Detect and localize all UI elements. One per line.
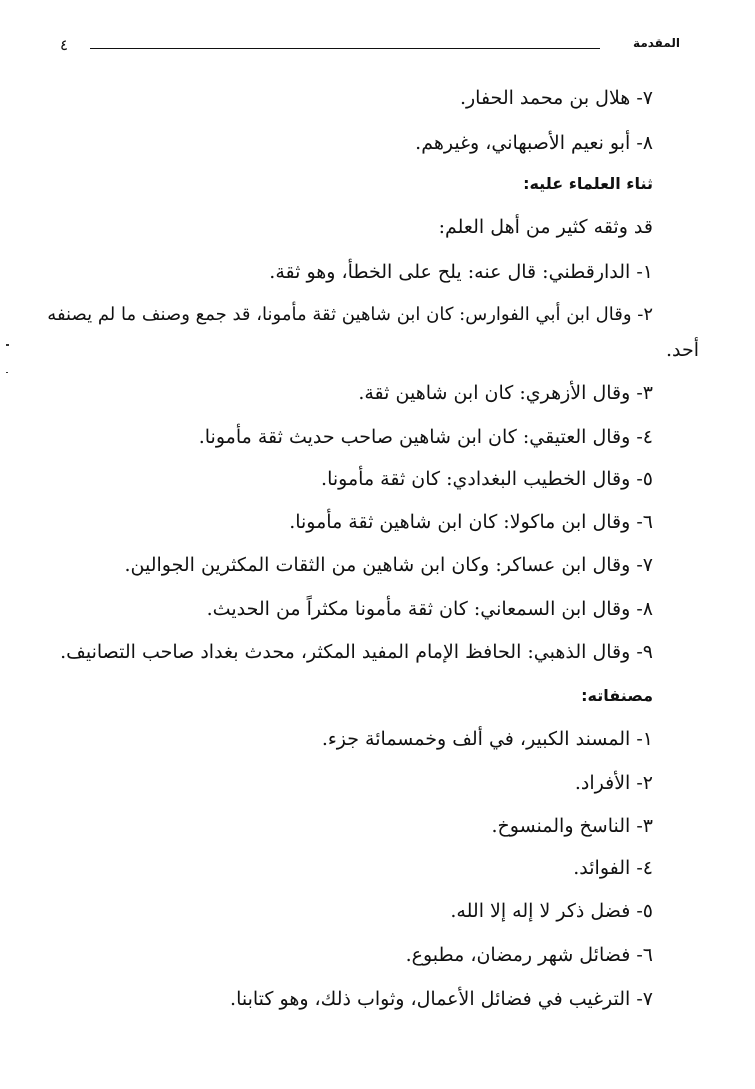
text-line: ٦- وقال ابن ماكولا: كان ابن شاهين ثقة مأمونا. [289,511,653,533]
text-line: ٨- أبو نعيم الأصبهاني، وغيرهم. [415,132,653,154]
scan-speck [6,372,8,373]
text-line: أحد. [665,339,699,361]
text-line: قد وثقه كثير من أهل العلم: [438,216,653,238]
text-line: ٩- وقال الذهبي: الحافظ الإمام المفيد المكثر، محدث بغداد صاحب التصانيف. [60,641,653,663]
text-line: ١- الدارقطني: قال عنه: يلح على الخطأ، وهو ثقة. [269,261,653,283]
text-line: ٦- فضائل شهر رمضان، مطبوع. [405,944,653,966]
section-heading: مصنفاته: [581,686,653,705]
running-header [60,34,680,58]
text-line: ٤- وقال العتيقي: كان ابن شاهين صاحب حديث ثقة مأمونا. [198,426,653,448]
text-line: ٢- وقال ابن أبي الفوارس: كان ابن شاهين ثقة مأمونا، قد جمع وصنف ما لم يصنفه [47,304,653,325]
text-line: ٢- الأفراد. [574,772,653,794]
page-number: ٤ [60,36,69,54]
text-line: ٥- وقال الخطيب البغدادي: كان ثقة مأمونا. [321,468,653,490]
text-line: ٥- فضل ذكر لا إله إلا الله. [450,900,653,922]
text-line: ٧- الترغيب في فضائل الأعمال، وثواب ذلك، وهو كتابنا. [230,988,653,1010]
text-line: ٣- وقال الأزهري: كان ابن شاهين ثقة. [358,382,653,404]
scan-speck [6,344,9,346]
text-line: ٤- الفوائد. [573,857,653,879]
text-line: ٣- الناسخ والمنسوخ. [491,815,653,837]
header-rule [90,48,600,49]
text-line: ٧- هلال بن محمد الحفار. [459,87,653,109]
text-line: ٨- وقال ابن السمعاني: كان ثقة مأمونا مكثراً من الحديث. [206,598,653,620]
section-title: المقدمة [633,36,680,50]
text-line: ٧- وقال ابن عساكر: وكان ابن شاهين من الثقات المكثرين الجوالين. [124,554,653,576]
section-heading: ثناء العلماء عليه: [523,174,653,193]
text-line: ١- المسند الكبير، في ألف وخمسمائة جزء. [321,728,653,750]
